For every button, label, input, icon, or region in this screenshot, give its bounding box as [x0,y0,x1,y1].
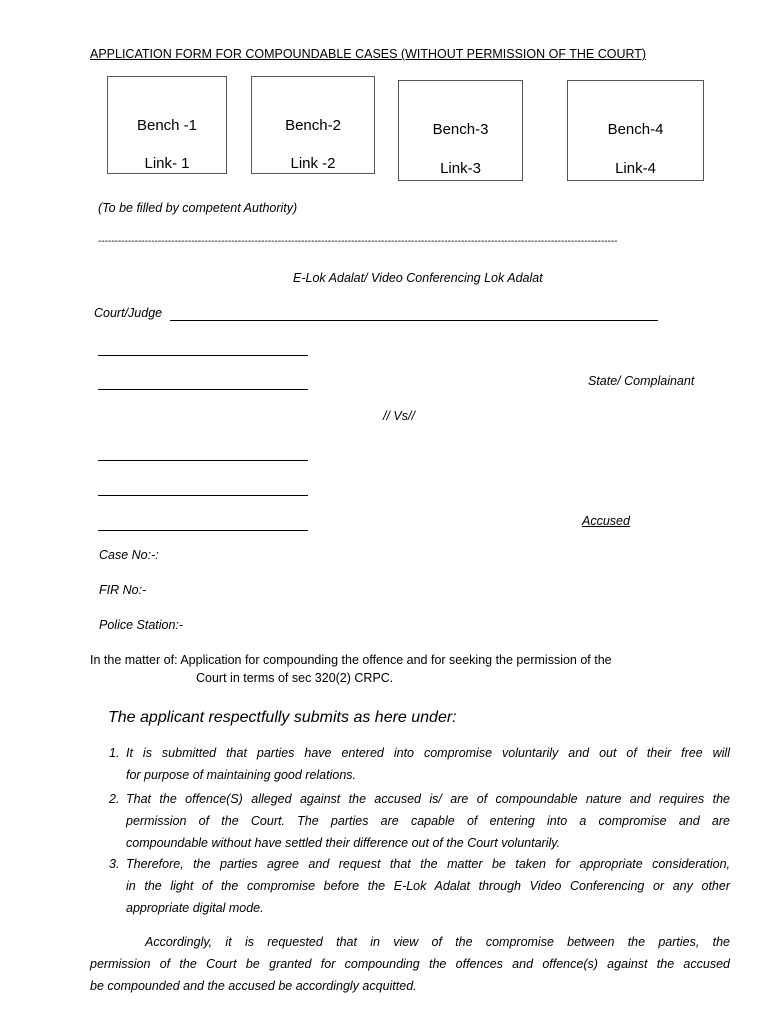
accused-line-2 [98,495,308,496]
complainant-line-2 [98,389,308,390]
bench-box-4 [567,80,704,181]
bench-box-2 [251,76,375,174]
bench-label: Bench-3 [432,121,489,138]
point-2-text [126,788,730,854]
closing-line: be compounded and the accused be accordingly acquitted. [90,979,417,993]
point-line: Therefore, the parties agree and request that the matter be taken for appropriate consideration, [126,857,730,871]
matter-line-2: Court in terms of sec 320(2) CRPC. [196,671,394,685]
point-number: 3. [109,857,120,871]
point-line: appropriate digital mode. [126,901,264,915]
court-judge-line [170,320,658,321]
closing-line: permission of the Court be granted for compounding the offences and offence(s) against the accused [90,957,730,971]
case-no-label: Case No:-: [99,548,159,562]
point-line: permission of the Court. The parties are capable of entering into a compromise and are [126,814,730,828]
point-line: That the offence(S) alleged against the accused is/ are of compoundable nature and requires the [126,792,730,806]
link-label: Link- 1 [144,155,190,172]
point-line: for purpose of maintaining good relations. [126,768,357,782]
point-number: 2. [109,792,120,806]
bench-box-1 [107,76,227,174]
accused-line-3 [98,530,308,531]
link-label: Link-4 [615,160,656,177]
court-judge-label: Court/Judge [94,306,163,320]
link-label: Link-3 [440,160,481,177]
accused-label: Accused [582,514,630,528]
point-3-text [126,853,730,919]
submits-heading: The applicant respectfully submits as here under: [108,709,457,726]
point-line: It is submitted that parties have entered into compromise voluntarily and out of their free will [126,746,730,760]
separator-line: ------------------------------------------------------------------------------------------------------------------------------------------------------------ [98,236,618,247]
closing-line: Accordingly, it is requested that in view of the compromise between the parties, the [145,935,730,949]
bench-label: Bench -1 [136,117,198,134]
state-complainant-label: State/ Complainant [588,374,695,388]
police-station-label: Police Station:- [99,618,184,632]
matter-line-1: In the matter of: Application for compounding the offence and for seeking the permission of the [90,653,612,667]
form-title: APPLICATION FORM FOR COMPOUNDABLE CASES (WITHOUT PERMISSION OF THE COURT) [90,47,647,61]
versus-label: // Vs// [383,409,415,423]
fir-no-label: FIR No:- [99,583,147,597]
bench-label: Bench-4 [607,121,664,138]
adalat-heading: E-Lok Adalat/ Video Conferencing Lok Adalat [293,271,543,285]
complainant-line-1 [98,355,308,356]
accused-line-1 [98,460,308,461]
point-line: compoundable without have settled their difference out of the Court voluntarily. [126,836,561,850]
point-number: 1. [109,746,120,760]
point-line: in the light of the compromise before the E-Lok Adalat through Video Conferencing or any other [126,879,730,893]
bench-box-3 [398,80,523,181]
closing-paragraph [90,931,730,997]
bench-label: Bench-2 [285,117,341,134]
filled-note: (To be filled by competent Authority) [98,201,298,215]
point-1-text [126,742,730,786]
link-label: Link -2 [290,155,336,172]
